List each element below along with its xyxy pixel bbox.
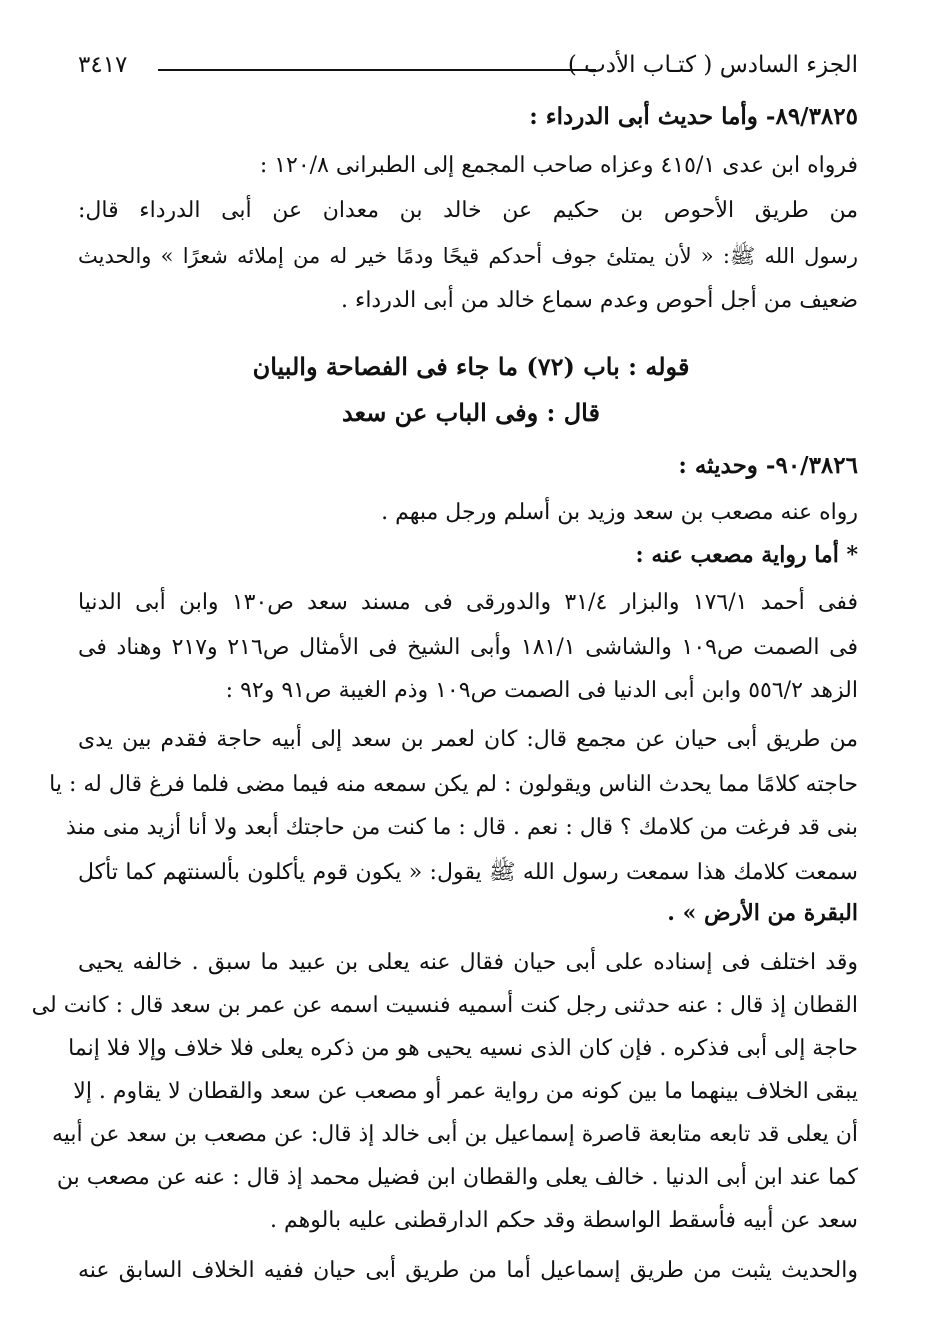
section-heading: * أما رواية مصعب عنه : (635, 542, 858, 568)
text-line: الزهد ٥٥٦/٢ وابن أبى الدنيا فى الصمت ص١٠٩ وذم الغيبة ص٩١ و٩٢ : (225, 678, 858, 703)
text-line: القطان إذ قال : عنه حدثنى رجل كنت أسميه فنسيت اسمه عن عمر بن سعد قال : كانت لى (31, 993, 858, 1018)
text-line: رسول الله ﷺ: « لأن يمتلئ جوف أحدكم قيحًا ودمًا خير له من إملائه شعرًا » والحديث (78, 244, 858, 268)
text-line: من طريق الأحوص بن حكيم عن خالد بن معدان عن أبى الدرداء قال: (78, 198, 858, 223)
text-line: وقد اختلف فى إسناده على أبى حيان فقال عنه يعلى بن عبيد ما سبق . خالفه يحيى (78, 950, 858, 975)
text-line: فرواه ابن عدى ٤١٥/١ وعزاه صاحب المجمع إلى الطبرانى ١٢٠/٨ : (259, 153, 858, 178)
text-line: والحديث يثبت من طريق إسماعيل أما من طريق أبى حيان ففيه الخلاف السابق عنه (78, 1258, 858, 1283)
text-line: كما عند ابن أبى الدنيا . خالف يعلى والقطان ابن فضيل محمد إذ قال : عنه عن مصعب بن (56, 1165, 858, 1190)
hadith-heading-3826: ٩٠/٣٨٢٦- وحديثه : (678, 452, 858, 479)
chapter-subheading: قال : وفى الباب عن سعد (342, 398, 600, 427)
text-line: من طريق أبى حيان عن مجمع قال: كان لعمر بن سعد إلى أبيه حاجة فقدم بين يدى (78, 727, 858, 752)
text-line: حاجة إلى أبى فذكره . فإن كان الذى نسيه يحيى هو من ذكره يعلى فلا خلاف وإلا فلا إنما (68, 1036, 858, 1061)
chapter-heading: قوله : باب (٧٢) ما جاء فى الفصاحة والبيان (252, 352, 690, 381)
text-line: ضعيف من أجل أحوص وعدم سماع خالد من أبى الدرداء . (340, 288, 858, 313)
text-line: سعد عن أبيه فأسقط الواسطة وقد حكم الدارقطنى عليه بالوهم . (270, 1208, 858, 1233)
text-line: رواه عنه مصعب بن سعد وزيد بن أسلم ورجل مبهم . (381, 500, 858, 525)
text-line: سمعت كلامك هذا سمعت رسول الله ﷺ يقول: « يكون قوم يأكلون بألسنتهم كما تأكل (78, 860, 858, 885)
text-line: بنى قد فرغت من كلامك ؟ قال : نعم . قال : ما كنت من حاجتك أبعد ولا أنا أزيد منى منذ (66, 815, 858, 840)
header-rule (158, 69, 596, 71)
hadith-heading-3825: ٨٩/٣٨٢٥- وأما حديث أبى الدرداء : (529, 103, 858, 130)
page-number: ٣٤١٧ (78, 52, 128, 78)
text-line: أن يعلى قد تابعه متابعة قاصرة إسماعيل بن أبى خالد إذ قال: عن مصعب بن سعد عن أبيه (51, 1122, 858, 1147)
running-header (78, 52, 858, 86)
text-line: البقرة من الأرض » . (667, 900, 858, 926)
text-line: يبقى الخلاف بينهما ما بين كونه من رواية عمر أو مصعب عن سعد والقطان لا يقاوم . إلا (73, 1079, 858, 1104)
text-line: ففى أحمد ١٧٦/١ والبزار ٣١/٤ والدورقى فى مسند سعد ص١٣٠ وابن أبى الدنيا (78, 590, 858, 615)
text-line: حاجته كلامًا مما يحدث الناس ويقولون : لم يكن سمعه منه فيما مضى فلما فرغ قال له : يا (49, 772, 858, 797)
header-title: الجزء السادس ( كتـاب الأدب ) (567, 52, 858, 78)
text-line: فى الصمت ص١٠٩ والشاشى ١٨١/١ وأبى الشيخ فى الأمثال ص٢١٦ و٢١٧ وهناد فى (78, 635, 858, 660)
